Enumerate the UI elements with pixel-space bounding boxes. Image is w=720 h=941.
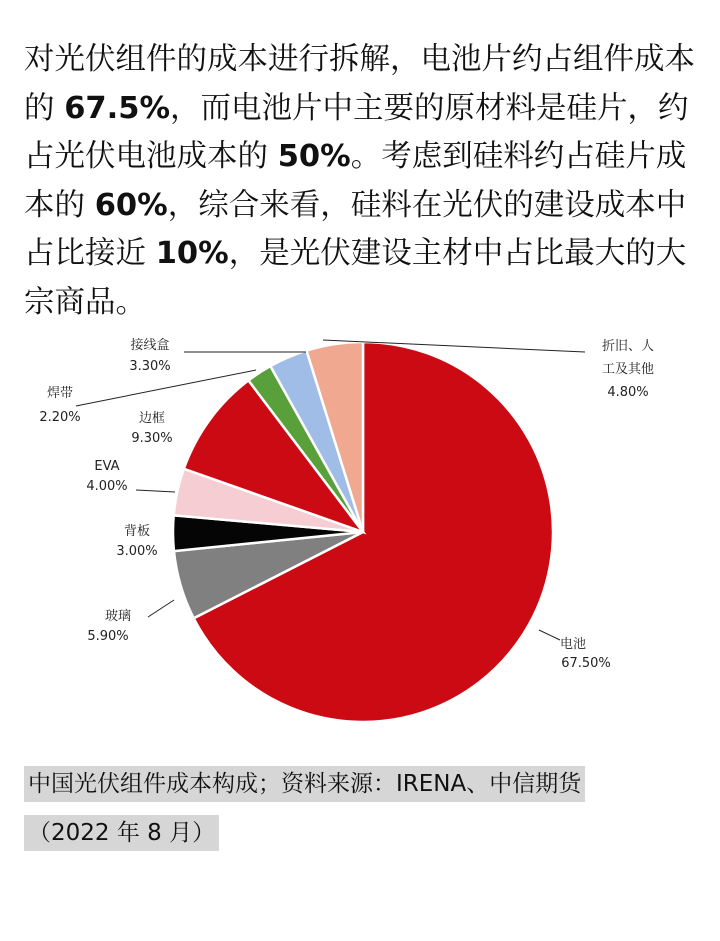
intro-text: ，而电池片中主要的原材料是硅片，约占光伏电池成本的	[24, 90, 689, 174]
slice-value-label-7: 4.80%	[607, 385, 649, 400]
leader-line-0	[539, 630, 560, 640]
slice-name-label-2: 背板	[123, 524, 151, 539]
slice-value-label-5: 2.20%	[39, 410, 81, 425]
slice-name-label-1: 玻璃	[104, 609, 132, 624]
intro-text: ，综合来看，硅料在光伏的建设成本中占比接近	[24, 187, 687, 271]
intro-text: ，是光伏建设主材中占比最大的大宗商品。	[24, 236, 687, 320]
intro-text: 。考虑到硅料约占硅片成本的	[24, 139, 687, 223]
slice-value-label-3: 4.00%	[86, 479, 128, 494]
pie-chart	[0, 330, 720, 750]
slice-value-label-1: 5.90%	[87, 629, 129, 644]
intro-highlight: 67.5%	[64, 90, 171, 126]
leader-line-3	[136, 490, 175, 492]
slice-name-label-7-0: 折旧、人	[601, 339, 655, 354]
intro-text: 对光伏组件的成本进行拆解，电池片约占组件成本的	[24, 42, 695, 126]
slice-name-label-0: 电池	[560, 637, 587, 652]
intro-highlight: 10%	[155, 236, 229, 271]
intro-paragraph	[24, 36, 700, 327]
slice-value-label-6: 3.30%	[129, 359, 171, 374]
slice-name-label-6: 接线盒	[130, 338, 170, 353]
slice-name-label-3: EVA	[94, 459, 120, 474]
slice-value-label-4: 9.30%	[131, 431, 173, 446]
slice-value-label-2: 3.00%	[116, 544, 158, 559]
figure-caption-line1: 中国光伏组件成本构成；资料来源：IRENA、中信期货	[24, 766, 585, 802]
slice-value-label-0: 67.50%	[561, 656, 611, 671]
intro-highlight: 50%	[277, 139, 351, 174]
slice-name-label-4: 边框	[138, 411, 166, 426]
slice-name-label-7-1: 工及其他	[601, 362, 655, 377]
figure-caption-line2: （2022 年 8 月）	[24, 815, 219, 851]
pie-chart-svg	[0, 330, 720, 750]
intro-highlight: 60%	[94, 187, 168, 223]
slice-name-label-5: 焊带	[46, 386, 74, 401]
leader-line-1	[148, 600, 174, 617]
